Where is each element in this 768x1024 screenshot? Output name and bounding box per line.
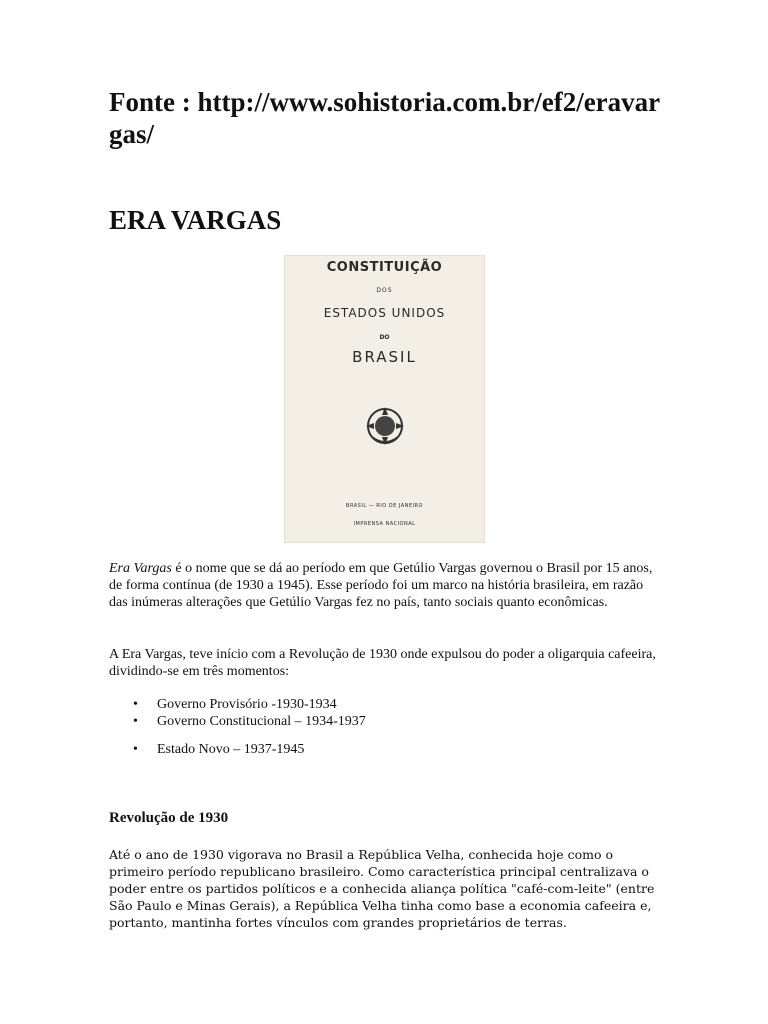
- intro-lead: Era Vargas: [109, 561, 172, 576]
- cover-line-5: BRASIL: [352, 348, 417, 366]
- source-link[interactable]: Fonte : http://www.sohistoria.com.br/ef2/eravargas/: [109, 87, 661, 149]
- moments-list: [109, 696, 661, 758]
- cover-line-6: BRASIL — RIO DE JANEIRO: [346, 503, 423, 509]
- page-title: ERA VARGAS: [109, 205, 282, 235]
- moments-intro-paragraph: A Era Vargas, teve início com a Revolução de 1930 onde expulsou do poder a oligarquia cafeeira, dividindo-se em três momentos:: [109, 647, 656, 679]
- constitution-cover-image: [284, 255, 485, 543]
- intro-paragraph: [109, 560, 661, 611]
- coat-of-arms-icon: [364, 405, 406, 447]
- cover-line-7: IMPRENSA NACIONAL: [353, 521, 416, 527]
- cover-line-1: CONSTITUIÇÃO: [326, 260, 443, 275]
- section-paragraph: Até o ano de 1930 vigorava no Brasil a República Velha, conhecida hoje como o primeiro período republicano brasileiro. Como característica principal centralizava o poder entre os partidos políticos e a conhecida aliança política "café-com-leite" (entre São Paulo e Minas Gerais), a República Velha tinha como base a economia cafeeira e, portanto, mantinha fortes vínculos com grandes proprietários de terras.: [109, 847, 655, 930]
- list-item: • Estado Novo – 1937-1945: [109, 741, 661, 758]
- cover-line-4: DO: [379, 334, 390, 341]
- cover-line-2: DOS: [376, 287, 393, 294]
- list-item: • Governo Provisório -1930-1934: [109, 696, 661, 713]
- section-heading: Revolução de 1930: [109, 810, 229, 826]
- intro-text: é o nome que se dá ao período em que Getúlio Vargas governou o Brasil por 15 anos, de forma contínua (de 1930 a 1945). Esse período foi um marco na história brasileira, em razão das inúmeras alterações que Getúlio Vargas fez no país, tanto sociais quanto econômicas.: [109, 561, 653, 610]
- cover-line-3: ESTADOS UNIDOS: [323, 306, 446, 320]
- list-item: • Governo Constitucional – 1934-1937: [109, 713, 661, 730]
